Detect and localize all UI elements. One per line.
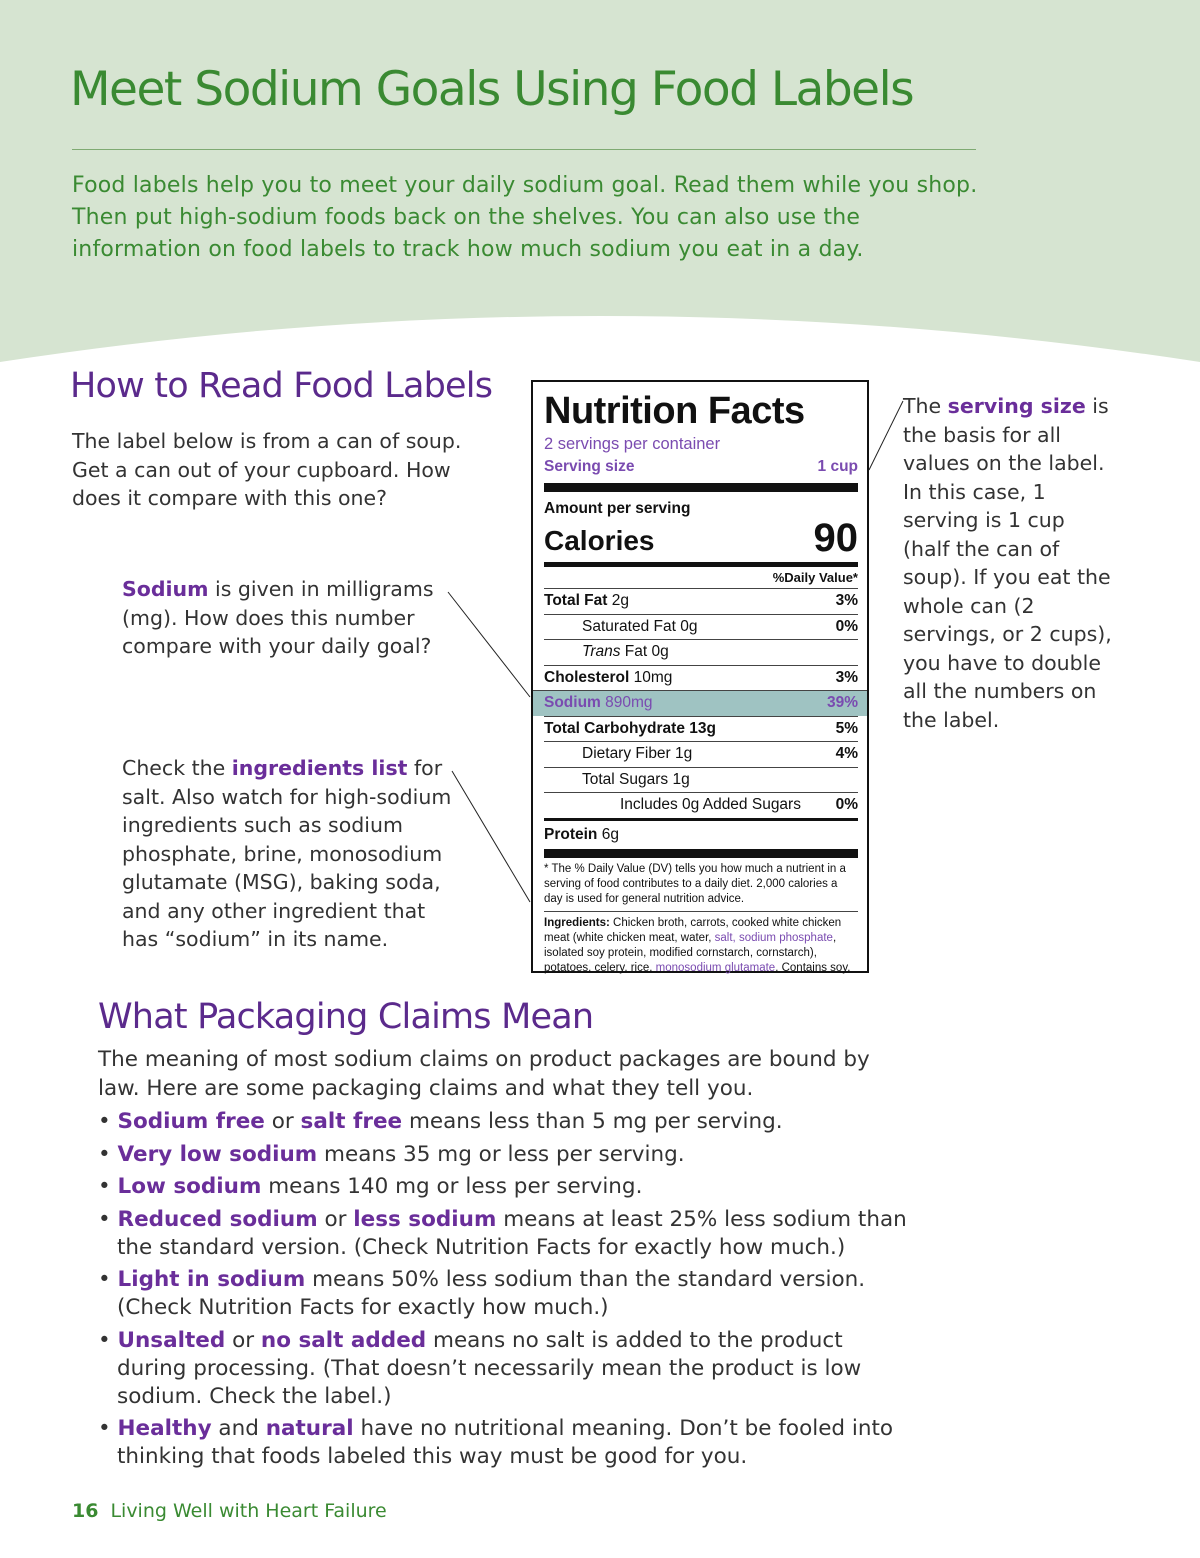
nf-servings-per-container: 2 servings per container [544, 435, 721, 453]
nf-serving-size-value: 1 cup [817, 458, 858, 475]
ingredients-note-text: for salt. Also watch for high-sodium ingredients such as sodium phosphate, brine, monosodium glutamate (MSG), baking soda, and any other ingredient that has “sodium” in its name. [122, 756, 452, 951]
page-title: Meet Sodium Goals Using Food Labels [70, 62, 914, 117]
sodium-note-text: is given in milligrams (mg). How does this number compare with your daily goal? [122, 577, 434, 658]
ingredients-callout-line [452, 771, 530, 902]
nf-row-sodium: Sodium 890mg 39% [533, 690, 867, 716]
nf-thick-divider-bottom [544, 849, 858, 858]
nf-row-saturated-fat: Saturated Fat 0g 0% [544, 614, 858, 640]
ingredients-note-keyword: ingredients list [231, 756, 408, 780]
serving-size-note [903, 392, 1113, 734]
nf-calories [544, 516, 858, 560]
claim-item: • Low sodium means 140 mg or less per serving. [98, 1174, 643, 1199]
nf-title: Nutrition Facts [544, 390, 805, 432]
nf-row-added-sugars: Includes 0g Added Sugars 0% [544, 792, 858, 818]
nf-row-total-sugars: Total Sugars 1g [544, 767, 858, 793]
nf-daily-value-header: %Daily Value* [772, 570, 858, 585]
read-labels-heading: How to Read Food Labels [70, 366, 493, 406]
nf-row-total-fat: Total Fat 2g 3% [544, 588, 858, 614]
intro-paragraph: Food labels help you to meet your daily sodium goal. Read them while you shop. Then put high-sodium foods back on the shelves. You can also use the information on food labels to track how much sodium you eat in a day. [72, 173, 978, 262]
claims-heading: What Packaging Claims Mean [98, 997, 594, 1037]
sodium-callout-line [448, 592, 530, 697]
serving-note-text: is the basis for all values on the label. In this case, 1 serving is 1 cup (half the can of soup). If you eat the whole can (2 servings, or 2 cups), you have to double all the numbers on the label. [903, 394, 1112, 732]
claim-item: • Very low sodium means 35 mg or less per serving. [98, 1141, 685, 1167]
claims-list [98, 1108, 918, 1476]
claims-intro: The meaning of most sodium claims on product packages are bound by law. Here are some packaging claims and what they tell you. [98, 1047, 870, 1101]
nf-row-trans-fat: Trans Fat 0g [544, 639, 858, 665]
nutrition-facts-label [531, 380, 869, 973]
claim-item: • Unsalted or no salt added means no salt is added to the product during processing. (That doesn’t necessarily mean the product is low sodium. Check the label.) [98, 1327, 862, 1409]
serving-note-keyword: serving size [947, 394, 1086, 418]
nf-row-dietary-fiber: Dietary Fiber 1g 4% [544, 741, 858, 767]
claim-item: • Sodium free or salt free means less than 5 mg per serving. [98, 1109, 783, 1134]
ingredients-note-prefix: Check the [122, 756, 232, 780]
claim-item: • Healthy and natural have no nutritional meaning. Don’t be fooled into thinking that foods labeled this way must be good for you. [98, 1416, 894, 1469]
sodium-note [122, 575, 452, 661]
nf-ingredients: Ingredients: Chicken broth, carrots, cooked white chicken meat (white chicken meat, water, salt, sodium phosphate, isolated soy protein, modified cornstarch, cornstarch), potatoes, celery, rice, monosodium glutamate. Contains soy. [544, 916, 851, 974]
nf-thick-divider [544, 483, 858, 492]
nf-calories-value: 90 [813, 516, 858, 560]
nf-row-protein: Protein 6g [544, 825, 619, 843]
nf-footnote: * The % Daily Value (DV) tells you how much a nutrient in a serving of food contributes to a daily diet. 2,000 calories a day is used for general nutrition advice. [544, 858, 858, 912]
ingredients-note [122, 754, 462, 954]
claim-item: • Reduced sodium or less sodium means at least 25% less sodium than the standard version. (Check Nutrition Facts for exactly how much.) [98, 1206, 907, 1260]
title-divider [72, 149, 976, 150]
read-labels-intro: The label below is from a can of soup. Get a can out of your cupboard. How does it compare with this one? [72, 429, 462, 510]
book-title: Living Well with Heart Failure [110, 1500, 387, 1522]
page-number: 16 [72, 1500, 99, 1522]
nf-serving-size [544, 458, 858, 476]
nf-row-total-carbohydrate: Total Carbohydrate 13g 5% [544, 716, 858, 742]
claim-item: • Light in sodium means 50% less sodium than the standard version. (Check Nutrition Facts for exactly how much.) [98, 1267, 866, 1320]
nf-row-cholesterol: Cholesterol 10mg 3% [544, 665, 858, 691]
nf-amount-per-serving: Amount per serving [544, 500, 691, 517]
nf-serving-size-label: Serving size [544, 458, 635, 475]
sodium-note-keyword: Sodium [122, 577, 209, 601]
nf-calories-label: Calories [544, 525, 655, 556]
page-footer [72, 1500, 387, 1522]
serving-note-prefix: The [903, 394, 948, 418]
